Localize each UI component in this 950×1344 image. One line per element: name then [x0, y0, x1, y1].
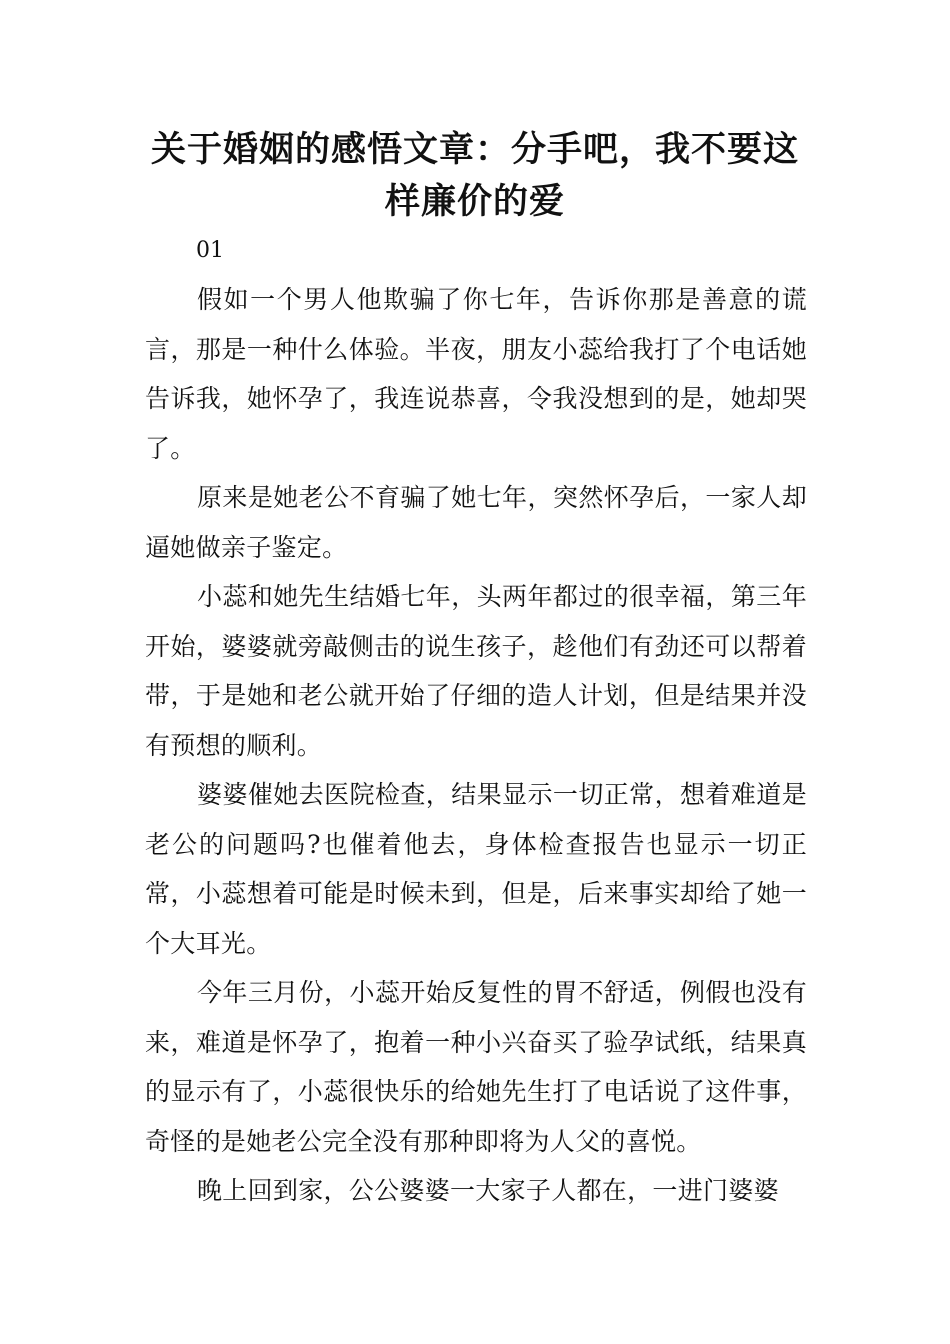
paragraph: 小蕊和她先生结婚七年，头两年都过的很幸福，第三年开始，婆婆就旁敲侧击的说生孩子，趁他们有劲还可以帮着带，于是她和老公就开始了仔细的造人计划，但是结果并没有预想的顺利。 — [145, 582, 807, 760]
paragraph: 假如一个男人他欺骗了你七年，告诉你那是善意的谎言，那是一种什么体验。半夜，朋友小蕊给我打了个电话她告诉我，她怀孕了，我连说恭喜，令我没想到的是，她却哭了。 — [145, 285, 807, 463]
paragraph: 婆婆催她去医院检查，结果显示一切正常，想着难道是老公的问题吗?也催着他去，身体检查报告也显示一切正常，小蕊想着可能是时候未到，但是，后来事实却给了她一个大耳光。 — [145, 780, 807, 958]
paragraph: 今年三月份，小蕊开始反复性的胃不舒适，例假也没有来，难道是怀孕了，抱着一种小兴奋买了验孕试纸，结果真的显示有了，小蕊很快乐的给她先生打了电话说了这件事，奇怪的是她老公完全没有那种即将为人父的喜悦。 — [145, 978, 807, 1156]
article-title: 关于婚姻的感悟文章：分手吧，我不要这样廉价的爱 — [150, 130, 799, 222]
paragraph: 晚上回到家，公公婆婆一大家子人都在，一进门婆婆 — [197, 1176, 779, 1205]
article-body — [145, 275, 807, 1216]
section-number: 01 — [196, 238, 224, 263]
paragraph: 原来是她老公不育骗了她七年，突然怀孕后，一家人却逼她做亲子鉴定。 — [145, 483, 807, 562]
